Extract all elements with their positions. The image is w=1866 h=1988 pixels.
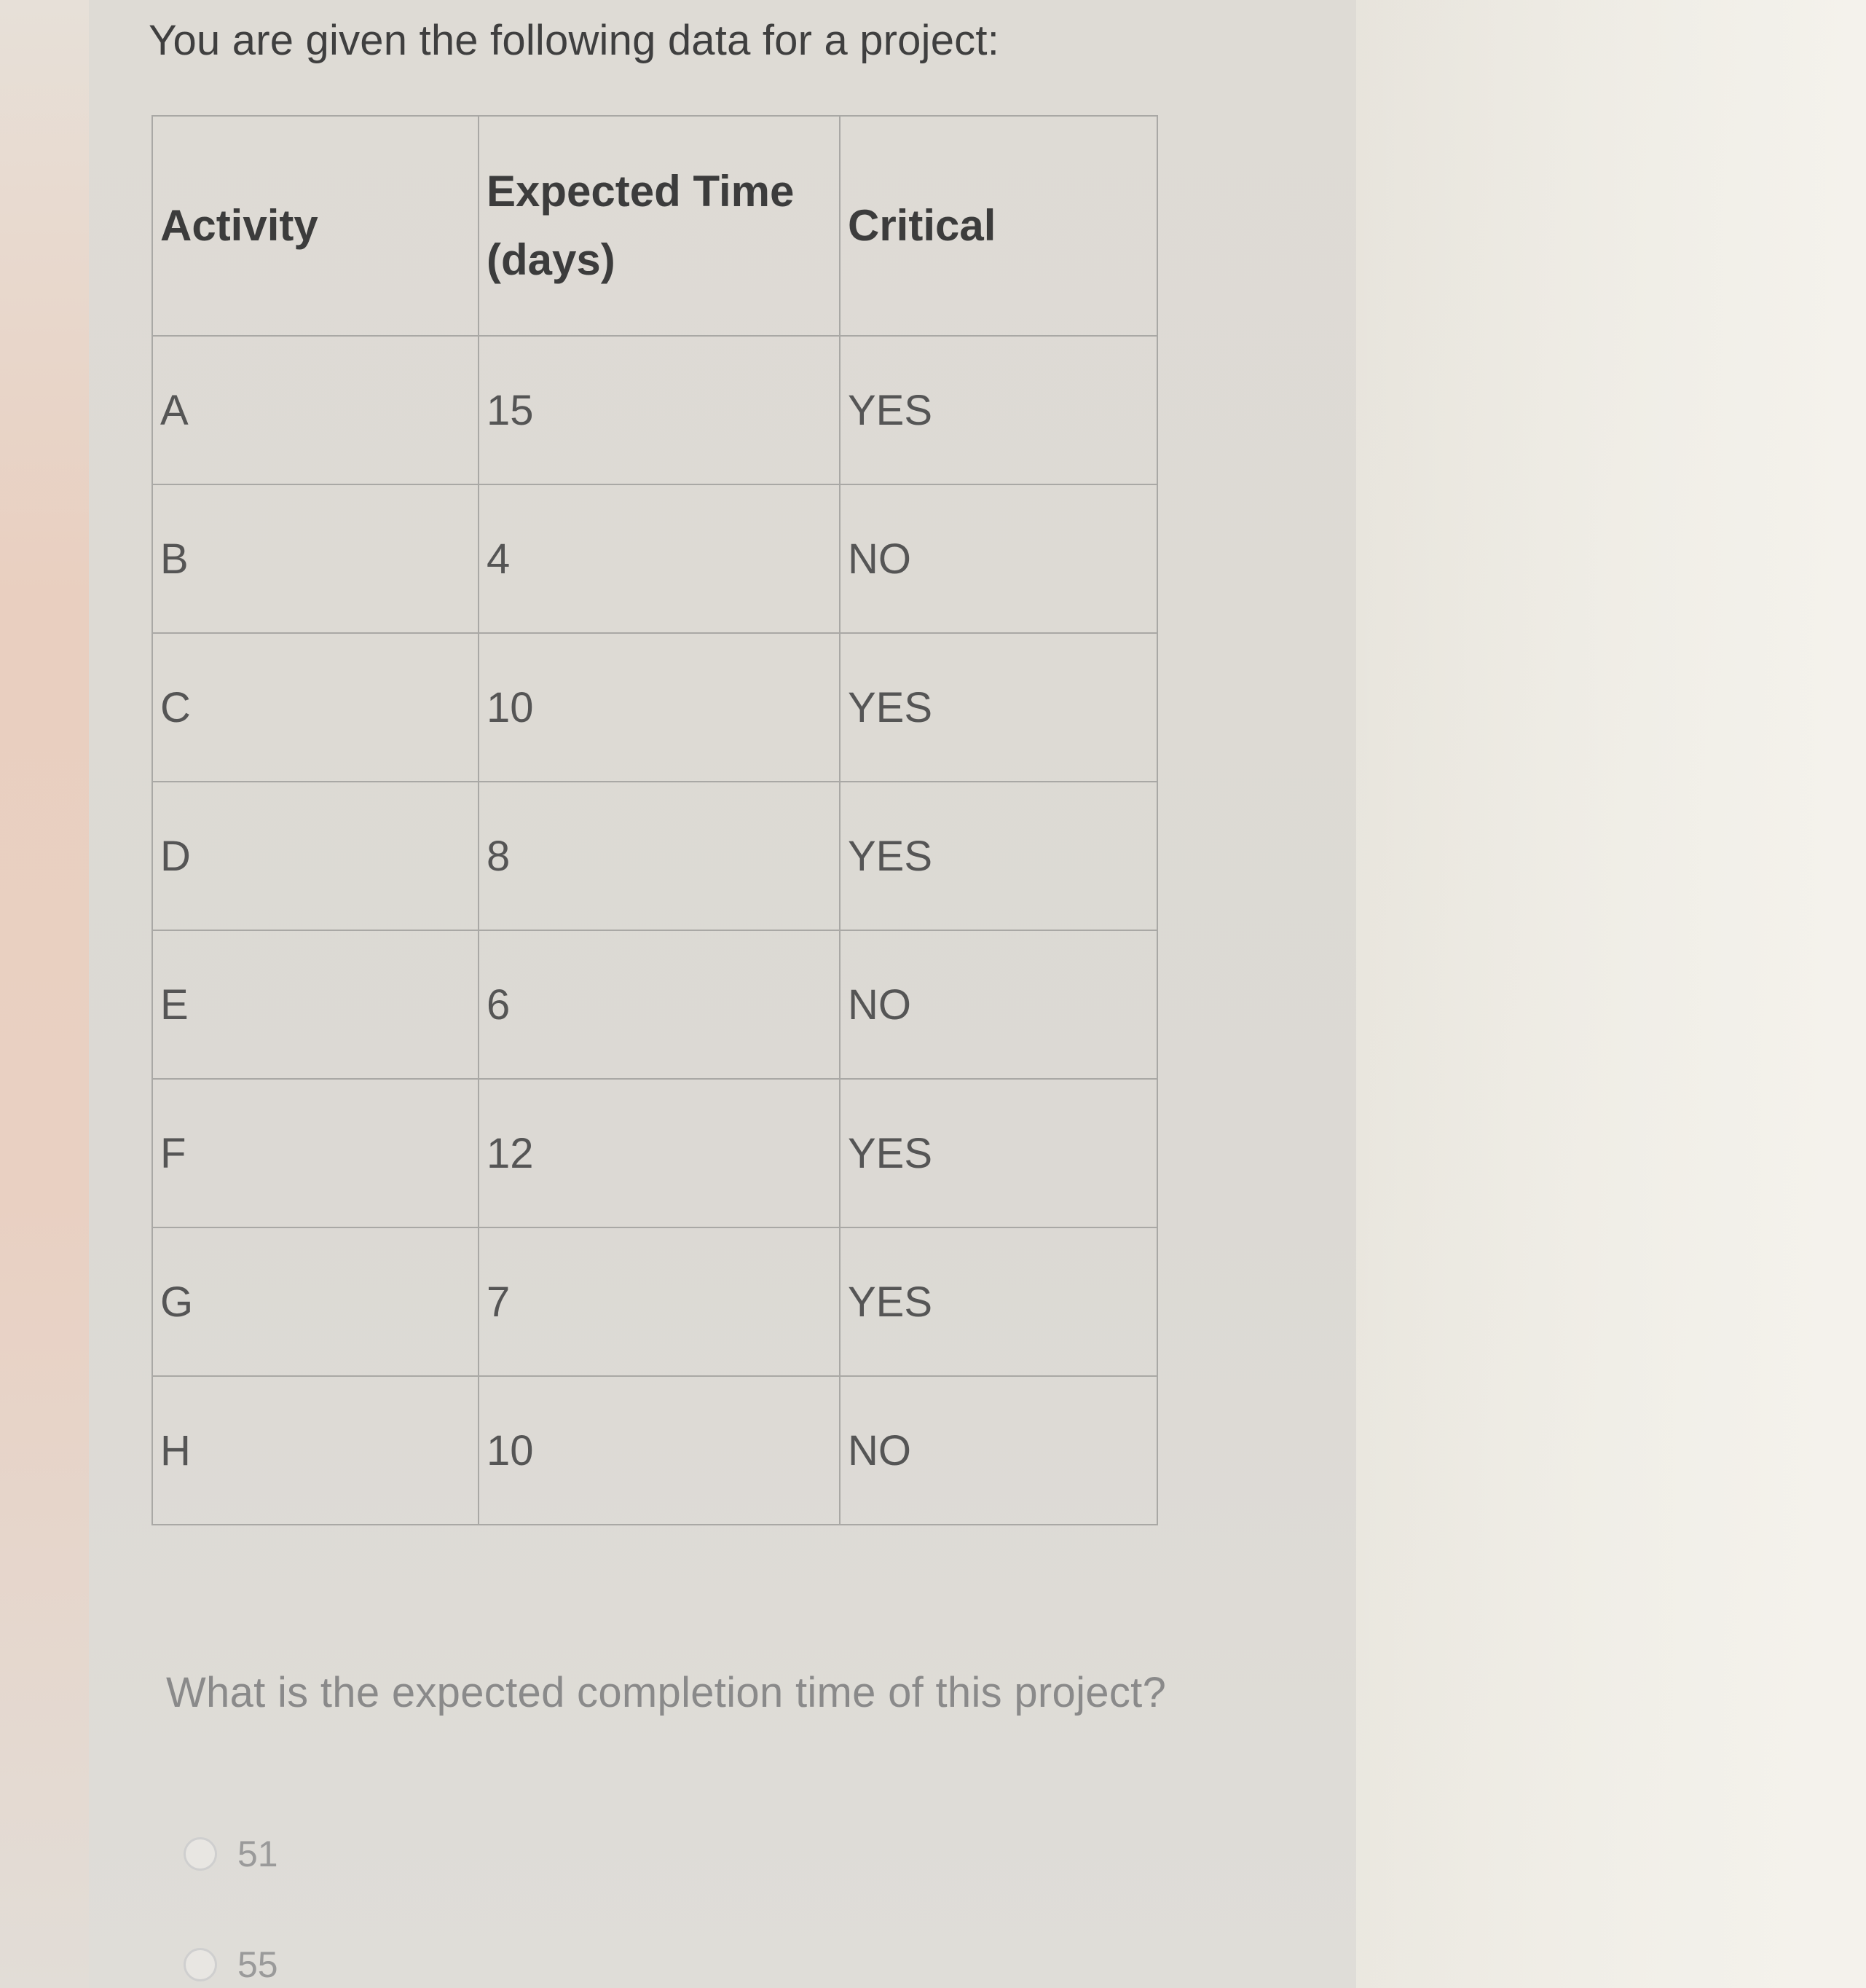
header-expected-time: Expected Time (days) xyxy=(479,116,840,336)
cell-time: 4 xyxy=(479,484,840,633)
cell-activity: F xyxy=(152,1079,479,1227)
radio-button[interactable] xyxy=(184,1837,217,1871)
question-intro: You are given the following data for a project: xyxy=(149,17,1000,64)
cell-time: 10 xyxy=(479,1376,840,1525)
cell-critical: NO xyxy=(840,930,1157,1079)
cell-activity: G xyxy=(152,1227,479,1376)
radio-button[interactable] xyxy=(184,1948,217,1981)
table-row xyxy=(152,782,1157,930)
question-prompt: What is the expected completion time of this project? xyxy=(166,1669,1167,1716)
cell-critical: YES xyxy=(840,782,1157,930)
page-margin xyxy=(0,0,89,1988)
cell-time: 15 xyxy=(479,336,840,484)
cell-activity: H xyxy=(152,1376,479,1525)
cell-critical: NO xyxy=(840,484,1157,633)
table-row xyxy=(152,930,1157,1079)
cell-activity: A xyxy=(152,336,479,484)
table-row xyxy=(152,633,1157,782)
answer-option-51[interactable] xyxy=(184,1833,278,1875)
answer-option-label: 51 xyxy=(237,1834,278,1874)
cell-time: 8 xyxy=(479,782,840,930)
table-header-row xyxy=(152,116,1157,336)
cell-critical: YES xyxy=(840,336,1157,484)
answer-option-label: 55 xyxy=(237,1944,278,1985)
cell-activity: D xyxy=(152,782,479,930)
screen-glare xyxy=(1356,0,1866,1988)
cell-time: 12 xyxy=(479,1079,840,1227)
cell-critical: YES xyxy=(840,1079,1157,1227)
cell-activity: B xyxy=(152,484,479,633)
table-row xyxy=(152,1376,1157,1525)
answer-option-55[interactable] xyxy=(184,1944,278,1986)
cell-time: 6 xyxy=(479,930,840,1079)
cell-critical: YES xyxy=(840,1227,1157,1376)
cell-time: 7 xyxy=(479,1227,840,1376)
cell-critical: NO xyxy=(840,1376,1157,1525)
header-activity: Activity xyxy=(152,116,479,336)
header-critical: Critical xyxy=(840,116,1157,336)
project-data-table xyxy=(151,115,1158,1525)
table-row xyxy=(152,1227,1157,1376)
cell-activity: C xyxy=(152,633,479,782)
table-row xyxy=(152,336,1157,484)
cell-activity: E xyxy=(152,930,479,1079)
table-row xyxy=(152,484,1157,633)
cell-critical: YES xyxy=(840,633,1157,782)
cell-time: 10 xyxy=(479,633,840,782)
table-row xyxy=(152,1079,1157,1227)
